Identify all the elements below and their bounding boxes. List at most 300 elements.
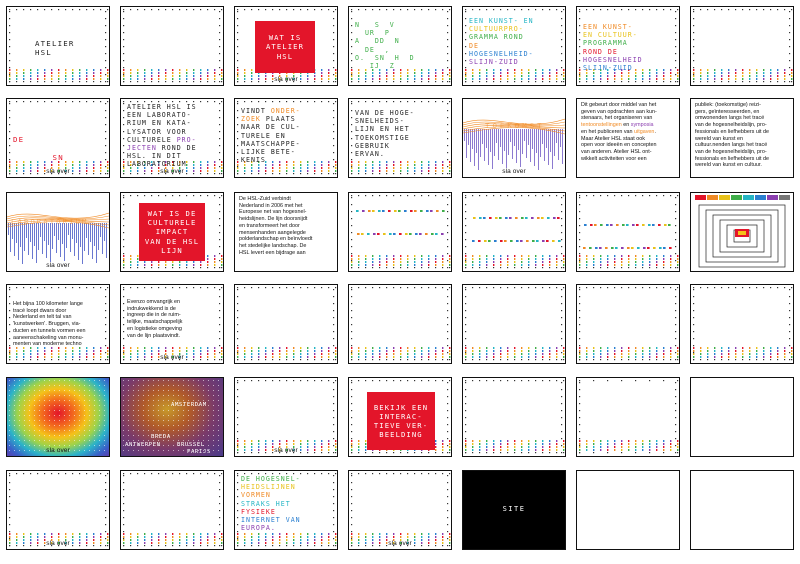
dot-mark	[500, 267, 501, 268]
dot-mark	[123, 218, 124, 219]
dot-mark	[130, 545, 131, 546]
dot-mark	[465, 225, 466, 226]
dot-mark	[9, 74, 10, 75]
dot-mark	[307, 173, 308, 174]
dot-mark	[51, 536, 52, 538]
dot-mark	[193, 267, 194, 268]
dot-mark	[193, 9, 194, 10]
dot-mark	[393, 350, 394, 352]
dot-mark	[214, 287, 215, 288]
dot-mark	[789, 60, 790, 61]
dot-mark	[293, 170, 294, 172]
dot-mark	[300, 287, 301, 288]
skip-link[interactable]: sla over	[46, 540, 70, 547]
interactive-view-button[interactable]: BEKIJK EEN INTERAC- TIEVE VER- BEELDING	[367, 392, 435, 450]
dot-mark	[300, 536, 301, 538]
dot-mark	[321, 170, 322, 172]
skip-link[interactable]: sla over	[46, 262, 70, 269]
dot-mark	[514, 347, 515, 349]
dot-mark	[656, 75, 657, 77]
dot-mark	[213, 440, 214, 441]
dot-mark	[472, 264, 473, 266]
dot-mark	[218, 450, 219, 451]
dot-mark	[123, 400, 124, 401]
dot-mark	[214, 75, 215, 77]
dot-mark	[447, 152, 448, 153]
dot-mark	[693, 11, 694, 12]
dot-mark	[493, 449, 494, 451]
dot-mark	[138, 440, 139, 441]
dot-mark	[635, 78, 636, 80]
dot-mark	[69, 400, 70, 401]
dot-mark	[23, 164, 24, 166]
dot-mark	[472, 356, 473, 358]
dot-mark	[389, 233, 392, 235]
dot-mark	[693, 69, 694, 71]
dot-mark	[635, 356, 636, 358]
dot-mark	[514, 267, 515, 268]
dot-mark	[735, 81, 736, 82]
dot-mark	[742, 353, 743, 355]
dot-mark	[549, 261, 550, 263]
dot-mark	[286, 443, 287, 445]
dot-mark	[94, 385, 95, 386]
dot-mark	[693, 75, 694, 77]
dot-mark	[414, 287, 415, 288]
skip-link[interactable]: sla over	[46, 168, 70, 175]
dot-mark	[561, 417, 562, 418]
dot-mark	[465, 452, 466, 453]
dot-mark	[479, 261, 480, 263]
dot-mark	[79, 425, 80, 426]
dot-mark	[183, 450, 184, 451]
dot-mark	[675, 239, 676, 240]
dot-mark	[789, 338, 790, 339]
dot-mark	[721, 359, 722, 360]
dot-mark	[731, 195, 742, 200]
frame-dots	[234, 284, 338, 364]
dot-mark	[449, 347, 450, 349]
dot-mark	[94, 410, 95, 411]
dot-mark	[30, 78, 31, 80]
dot-mark	[700, 81, 701, 82]
dot-mark	[763, 72, 764, 74]
dot-mark	[105, 531, 106, 532]
dot-mark	[9, 39, 10, 40]
dot-mark	[415, 233, 418, 235]
dot-mark	[23, 75, 24, 77]
dot-mark	[163, 385, 164, 386]
dot-mark	[314, 287, 315, 288]
dot-mark	[29, 420, 30, 421]
dot-mark	[59, 430, 60, 431]
dot-mark	[105, 524, 106, 525]
dot-mark	[351, 11, 352, 12]
dot-mark	[351, 261, 352, 263]
dot-mark	[649, 258, 650, 260]
dot-mark	[449, 261, 450, 263]
dot-mark	[79, 435, 80, 436]
dot-mark	[535, 449, 536, 451]
dot-mark	[144, 533, 145, 535]
text-line: CULTUURPRO-	[469, 25, 524, 34]
dot-mark	[123, 385, 124, 386]
dot-mark	[561, 232, 562, 233]
dot-mark	[351, 159, 352, 160]
dot-mark	[442, 287, 443, 288]
dot-mark	[675, 246, 676, 247]
dot-mark	[16, 353, 17, 355]
dot-mark	[626, 224, 629, 226]
dot-mark	[219, 204, 220, 205]
dot-mark	[465, 211, 466, 212]
dot-mark	[479, 72, 480, 74]
text-line: HOGESNELHEID	[583, 55, 643, 64]
dot-mark	[735, 353, 736, 355]
dot-mark	[400, 287, 401, 288]
skip-link[interactable]: sla over	[160, 354, 184, 361]
dot-mark	[535, 350, 536, 352]
dot-mark	[251, 356, 252, 358]
skip-link[interactable]: sla over	[160, 168, 184, 175]
dot-mark	[663, 78, 664, 80]
dot-mark	[34, 400, 35, 401]
dot-mark	[542, 264, 543, 266]
dot-mark	[64, 395, 65, 396]
dot-mark	[165, 78, 166, 80]
frame-empty	[576, 470, 680, 550]
dot-mark	[358, 347, 359, 349]
dot-mark	[143, 400, 144, 401]
dot-border	[691, 7, 793, 85]
dot-mark	[421, 473, 422, 474]
dot-mark	[328, 545, 329, 546]
dot-mark	[351, 356, 352, 358]
site-label[interactable]: SITE	[502, 505, 526, 513]
dot-mark	[203, 415, 204, 416]
dot-mark	[515, 217, 518, 219]
dot-mark	[447, 218, 448, 219]
dot-mark	[44, 69, 45, 71]
dot-mark	[400, 533, 401, 535]
dot-mark	[379, 452, 380, 453]
frame-site[interactable]	[462, 470, 566, 550]
dot-mark	[561, 267, 562, 268]
dot-mark	[333, 417, 334, 418]
skip-link[interactable]: sla over	[274, 76, 298, 83]
dot-mark	[789, 317, 790, 318]
dot-mark	[265, 545, 266, 546]
dot-mark	[407, 353, 408, 355]
dot-mark	[237, 542, 238, 544]
dot-mark	[700, 72, 701, 74]
dot-mark	[272, 533, 273, 535]
dot-mark	[72, 78, 73, 80]
dot-mark	[435, 380, 436, 381]
dot-mark	[51, 353, 52, 355]
dot-mark	[542, 353, 543, 355]
dot-mark	[700, 359, 701, 360]
frame-empty	[690, 470, 794, 550]
dot-mark	[144, 195, 145, 196]
dot-mark	[600, 443, 601, 445]
dot-mark	[465, 389, 466, 390]
dot-mark	[44, 410, 45, 411]
dot-mark	[9, 517, 10, 518]
dot-mark	[105, 289, 106, 290]
dot-mark	[52, 223, 53, 249]
dot-mark	[579, 72, 580, 74]
dot-mark	[789, 81, 790, 82]
dot-mark	[449, 452, 450, 453]
dot-mark	[105, 475, 106, 476]
dot-mark	[789, 289, 790, 290]
dot-mark	[251, 353, 252, 355]
dot-mark	[465, 380, 466, 381]
dot-mark	[472, 353, 473, 355]
dot-mark	[9, 380, 10, 381]
dot-mark	[300, 170, 301, 172]
dot-mark	[614, 81, 615, 82]
dot-mark	[179, 267, 180, 268]
dot-mark	[541, 217, 544, 219]
dot-mark	[188, 415, 189, 416]
dot-mark	[500, 350, 501, 352]
dot-mark	[335, 542, 336, 544]
dot-mark	[358, 443, 359, 445]
dot-mark	[333, 110, 334, 111]
dot-mark	[436, 210, 439, 212]
dot-mark	[219, 138, 220, 139]
dot-mark	[447, 359, 448, 360]
dot-mark	[507, 78, 508, 80]
dot-mark	[9, 390, 10, 391]
dot-mark	[165, 536, 166, 538]
dot-mark	[599, 247, 602, 249]
dot-mark	[123, 347, 124, 349]
dot-mark	[244, 533, 245, 535]
dot-mark	[14, 395, 15, 396]
text-line: PROGRAMMA	[583, 39, 628, 48]
dot-mark	[16, 356, 17, 358]
dot-mark	[407, 78, 408, 80]
dot-mark	[435, 536, 436, 538]
dot-border	[463, 378, 565, 456]
dot-mark	[379, 287, 380, 288]
dot-mark	[221, 75, 222, 77]
dot-mark	[365, 255, 366, 257]
dot-mark	[165, 75, 166, 77]
dot-mark	[100, 353, 101, 355]
dot-mark	[265, 359, 266, 360]
dot-mark	[173, 410, 174, 411]
dot-mark	[79, 410, 80, 411]
dot-mark	[542, 347, 543, 349]
dot-mark	[707, 69, 708, 71]
dot-mark	[265, 173, 266, 174]
dot-mark	[36, 223, 37, 263]
dot-mark	[579, 350, 580, 352]
dot-mark	[188, 425, 189, 426]
dot-mark	[158, 395, 159, 396]
dot-mark	[372, 452, 373, 453]
dot-mark	[465, 218, 466, 219]
dot-mark	[351, 489, 352, 490]
frame-fysieke-internet	[234, 470, 338, 550]
dot-mark	[314, 545, 315, 546]
dot-mark	[151, 536, 152, 538]
dot-mark	[123, 117, 124, 118]
dot-mark	[14, 420, 15, 421]
dot-mark	[473, 217, 476, 219]
dot-mark	[621, 446, 622, 448]
dot-mark	[168, 380, 169, 381]
dot-mark	[628, 446, 629, 448]
dot-mark	[130, 347, 131, 349]
skip-link[interactable]: sla over	[274, 447, 298, 454]
dot-mark	[69, 405, 70, 406]
dot-mark	[379, 164, 380, 166]
dot-mark	[528, 78, 529, 80]
dot-mark	[351, 225, 352, 226]
dot-mark	[693, 289, 694, 290]
dot-mark	[193, 78, 194, 80]
dot-mark	[9, 60, 10, 61]
dot-mark	[621, 449, 622, 451]
dot-mark	[474, 129, 475, 166]
dot-mark	[207, 539, 208, 541]
frame-dots	[234, 377, 338, 457]
dot-mark	[163, 445, 164, 446]
dot-mark	[237, 324, 238, 325]
dot-mark	[321, 356, 322, 358]
dot-mark	[414, 81, 415, 82]
dot-mark	[468, 129, 469, 145]
dot-mark	[365, 267, 366, 268]
dot-mark	[138, 400, 139, 401]
dot-mark	[600, 224, 603, 226]
dot-mark	[756, 78, 757, 80]
dot-mark	[510, 129, 511, 142]
frame-text	[581, 102, 676, 162]
dot-mark	[214, 473, 215, 474]
dot-mark	[414, 170, 415, 172]
dot-mark	[207, 542, 208, 544]
dot-mark	[528, 72, 529, 74]
dot-mark	[279, 101, 280, 102]
dot-mark	[9, 25, 10, 26]
dot-mark	[393, 287, 394, 288]
dot-mark	[165, 81, 166, 82]
dot-mark	[428, 347, 429, 349]
skip-link[interactable]: sla over	[46, 447, 70, 454]
dot-mark	[465, 350, 466, 352]
dot-mark	[123, 32, 124, 33]
dot-mark	[472, 78, 473, 80]
skip-link[interactable]: sla over	[502, 168, 526, 175]
dot-mark	[400, 261, 401, 263]
dot-mark	[89, 440, 90, 441]
dot-mark	[279, 443, 280, 445]
dot-mark	[72, 81, 73, 82]
dot-mark	[24, 390, 25, 391]
dot-mark	[279, 359, 280, 360]
dot-mark	[447, 117, 448, 118]
dot-mark	[556, 359, 557, 360]
dot-mark	[400, 452, 401, 453]
dot-mark	[105, 110, 106, 111]
dot-mark	[372, 536, 373, 538]
dot-mark	[137, 78, 138, 80]
dot-mark	[19, 405, 20, 406]
dot-mark	[721, 353, 722, 355]
dot-mark	[237, 296, 238, 297]
dot-mark	[130, 350, 131, 352]
dot-mark	[221, 164, 222, 166]
dot-mark	[251, 539, 252, 541]
dot-mark	[237, 440, 238, 442]
dot-mark	[178, 400, 179, 401]
dot-mark	[213, 450, 214, 451]
dot-mark	[173, 415, 174, 416]
dot-mark	[123, 159, 124, 160]
dot-mark	[214, 195, 215, 196]
dot-mark	[421, 452, 422, 453]
dot-mark	[656, 287, 657, 288]
dot-mark	[158, 264, 159, 266]
dot-mark	[123, 473, 124, 474]
dot-mark	[447, 204, 448, 205]
dot-mark	[351, 296, 352, 297]
skip-link[interactable]: sla over	[388, 540, 412, 547]
dot-mark	[642, 356, 643, 358]
dot-mark	[777, 353, 778, 355]
dot-mark	[675, 445, 676, 446]
dot-mark	[272, 173, 273, 174]
dot-mark	[138, 420, 139, 421]
dot-mark	[586, 287, 587, 288]
dot-mark	[333, 324, 334, 325]
dot-mark	[153, 395, 154, 396]
dot-mark	[693, 18, 694, 19]
dot-mark	[400, 101, 401, 102]
dot-mark	[579, 197, 580, 198]
dot-mark	[749, 81, 750, 82]
dot-mark	[314, 101, 315, 102]
dot-mark	[465, 382, 466, 383]
dot-mark	[24, 425, 25, 426]
frame-dots	[576, 284, 680, 364]
dot-mark	[614, 78, 615, 80]
dot-mark	[549, 350, 550, 352]
dot-mark	[770, 72, 771, 74]
dot-mark	[307, 443, 308, 445]
frame-dots	[348, 192, 452, 272]
dot-mark	[23, 81, 24, 82]
dot-mark	[442, 380, 443, 381]
dot-mark	[79, 101, 80, 102]
dot-mark	[351, 232, 352, 233]
dot-mark	[447, 246, 448, 247]
dot-mark	[358, 440, 359, 442]
dot-mark	[258, 542, 259, 544]
dot-mark	[172, 72, 173, 74]
dot-mark	[244, 170, 245, 172]
dot-mark	[486, 258, 487, 260]
dot-mark	[593, 356, 594, 358]
dot-mark	[328, 287, 329, 288]
dot-mark	[669, 247, 672, 249]
